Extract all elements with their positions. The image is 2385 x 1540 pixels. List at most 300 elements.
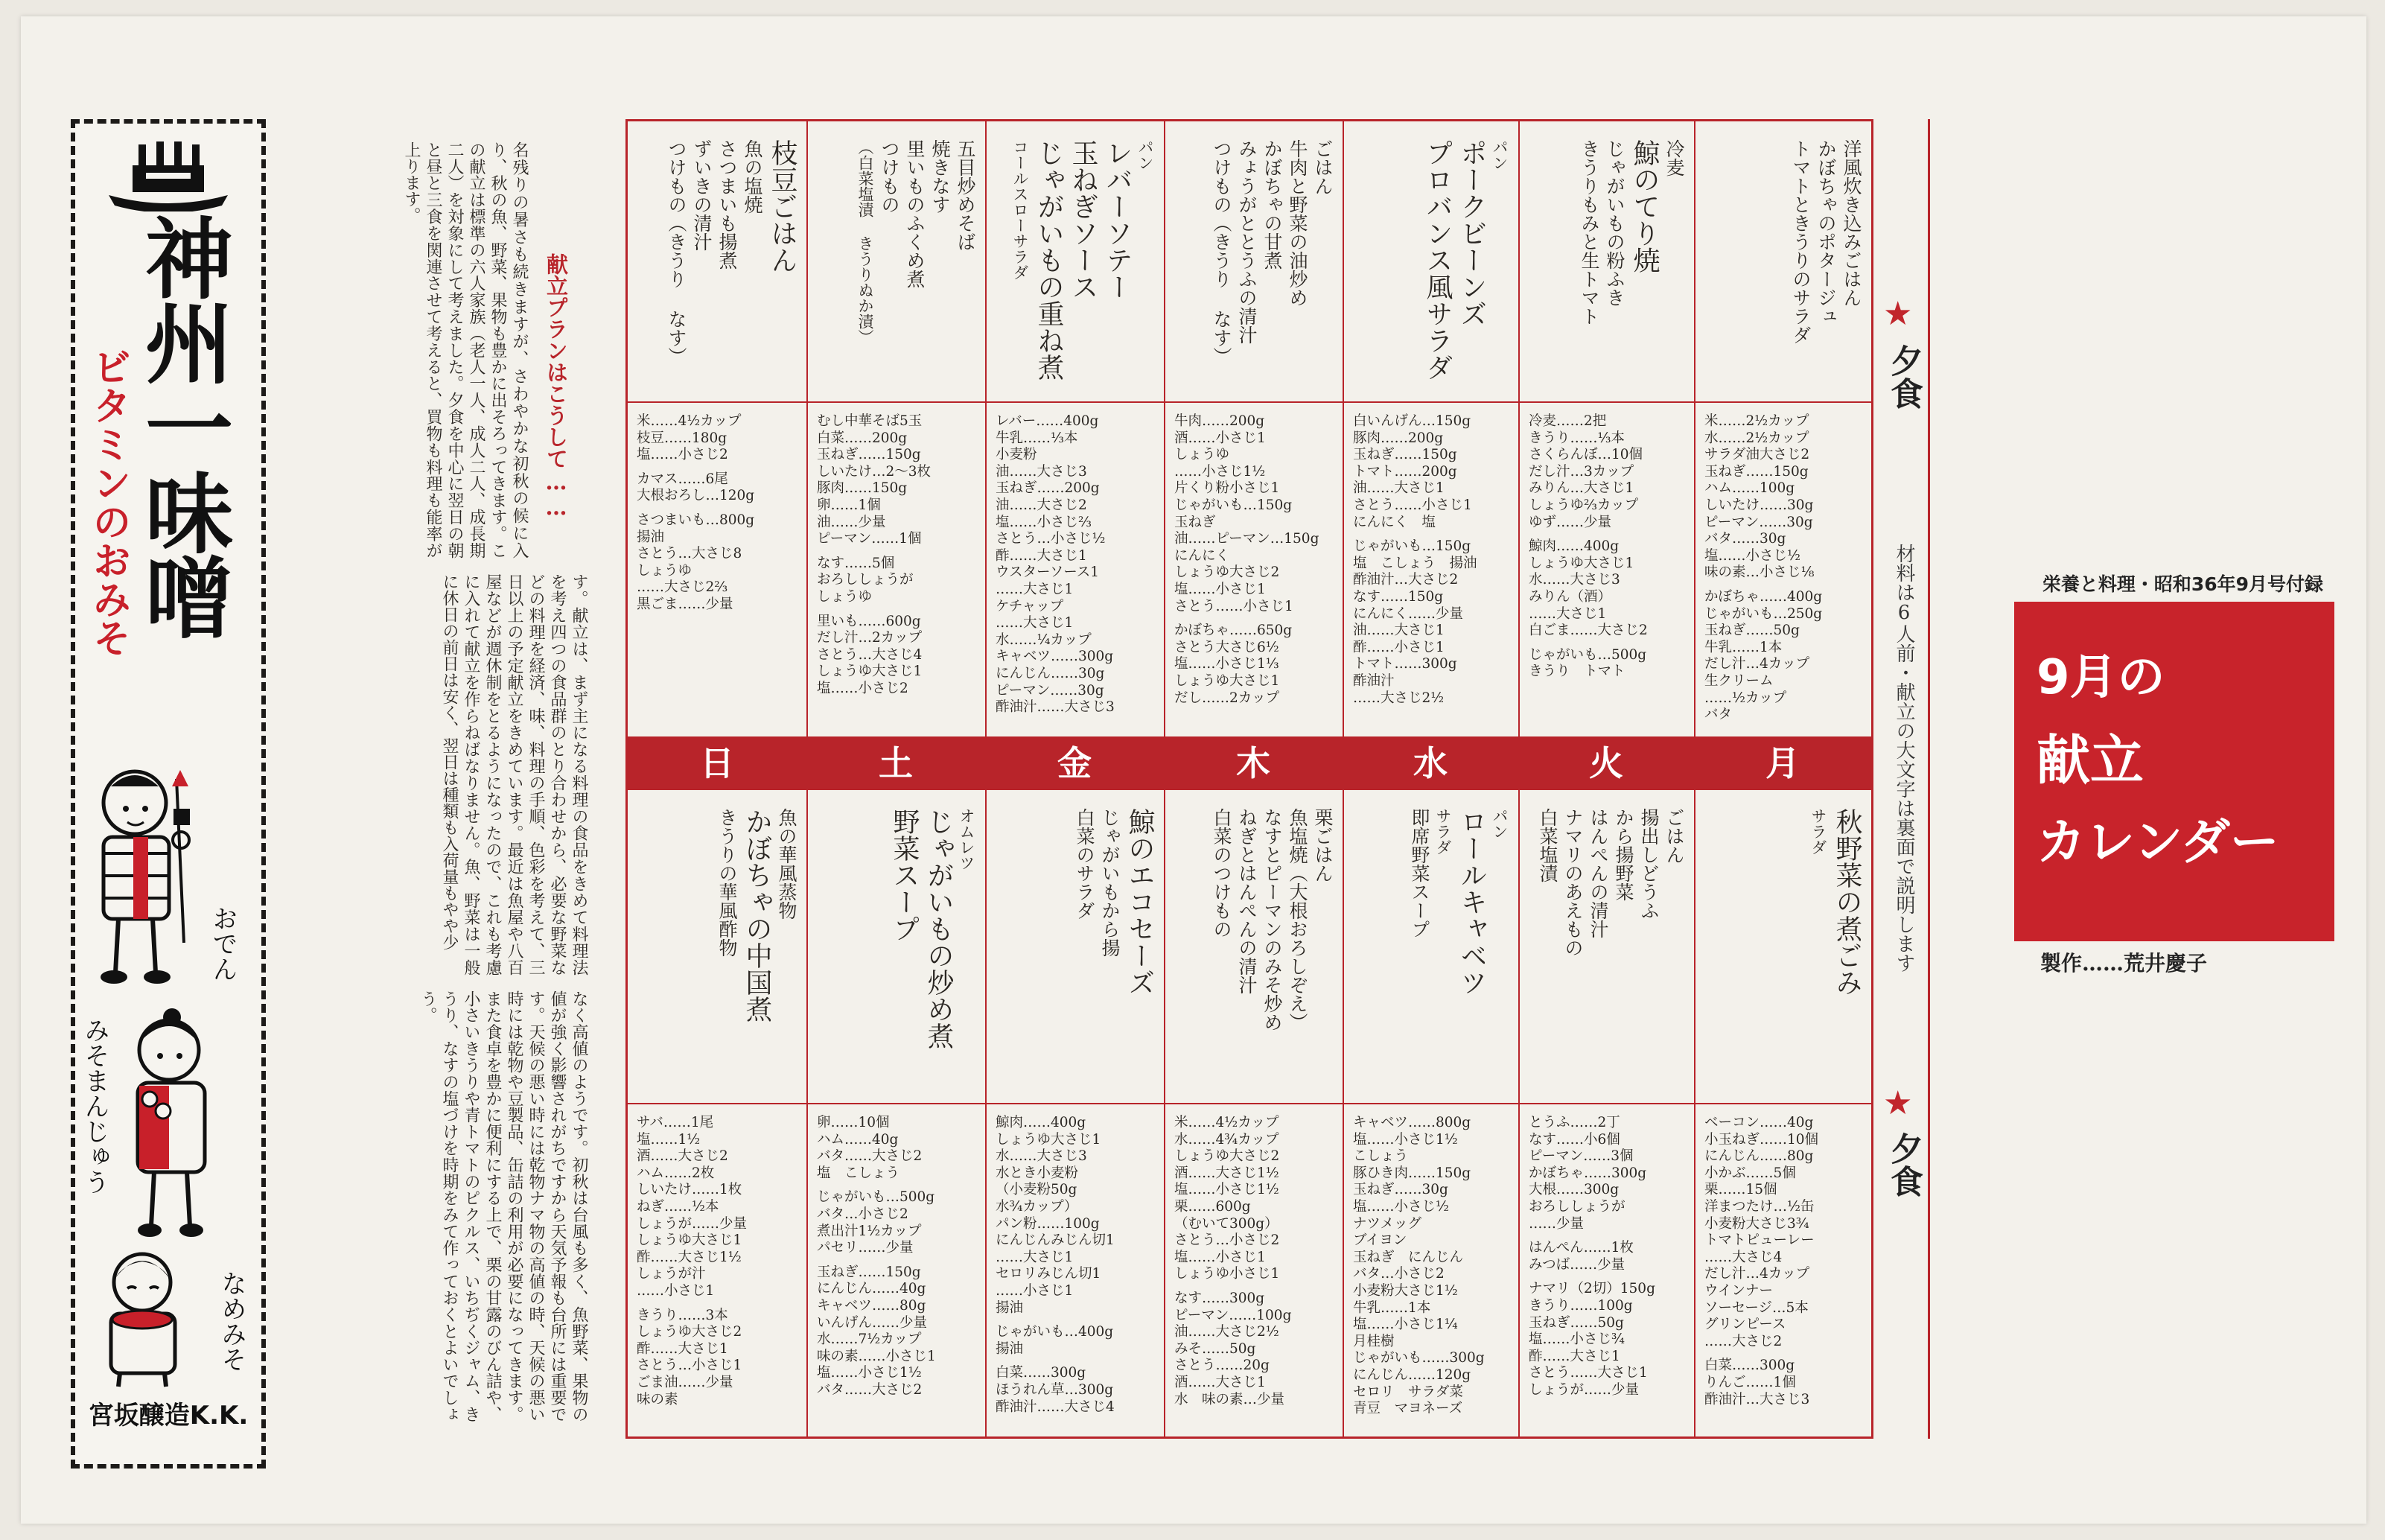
ingredient-line: 酢油汁…大さじ2 [1353,572,1459,588]
ingredient-line: にんにく [1174,547,1230,564]
lower-menu-cell [987,790,1164,1103]
upper-menu-cell [808,121,985,401]
menu-item: ずいきの清汁 [691,139,713,251]
menu-item: ごはん [1663,808,1685,864]
ingredient-line [1529,640,1687,647]
menu-item: コールスローサラダ [1011,139,1029,280]
ingredient-line: パン粉……100g [996,1215,1100,1232]
ingredient-line [996,1358,1156,1365]
ingredient-line: 塩……小さじ½ [1353,1198,1449,1215]
ingredient-line: みりん（酒） [1529,588,1612,605]
ingredient-line: 水……大さじ3 [996,1148,1087,1165]
ingredient-line: にんじん……30g [996,665,1105,681]
ingredient-line: 塩……1½ [637,1131,701,1148]
menu-item: （白菜塩漬 きうりぬか漬） [856,139,874,345]
lower-ingredients-cell [1344,1103,1518,1436]
calendar-title-line-3: カレンダー [2037,813,2279,871]
menu-item: 枝豆ごはん [767,139,797,273]
ingredient-line: さとう大さじ6½ [1174,639,1279,655]
calendar-title-box [2014,602,2334,941]
ingredient-line: 油……大さじ2½ [1174,1324,1279,1340]
ingredient-line: 青豆 マヨネーズ [1353,1401,1463,1417]
ad-brand-name: 神州一味噌 [130,213,233,637]
ingredient-line: 小麦粉 [996,447,1037,463]
ingredient-line: （むいて300g） [1174,1215,1279,1232]
ingredient-line: ゆず……少量 [1529,514,1612,530]
menu-item: から揚野菜 [1613,808,1634,901]
ingredient-line: しいたけ……1枚 [637,1182,742,1198]
ingredient-line: なす……5個 [817,555,895,571]
child-figure-misomanju [120,1002,224,1248]
day-label: 木 [1236,743,1270,783]
ingredient-line: 塩……小さじ2 [817,680,908,696]
menu-item: ポークビーンズ [1456,139,1487,327]
ingredient-line: 小かぶ……5個 [1704,1165,1796,1181]
day-label: 火 [1589,743,1623,783]
menu-item: 冷麦 [1663,139,1685,176]
menu-item: プロバンス風サラダ [1422,139,1453,381]
ingredient-line: 豚肉……150g [817,480,908,497]
ingredient-line: だし汁…4カップ [1704,1266,1810,1282]
ingredient-line: みつば……少量 [1529,1256,1625,1273]
ingredient-line: 黒ごま……少量 [637,596,733,612]
ingredient-line: 鯨肉……400g [1529,538,1620,555]
ingredient-line: 味の素 [637,1391,678,1407]
child-figure-oden [89,757,200,1002]
ingredient-line: 油……少量 [817,514,886,530]
ingredient-line: ハム……2枚 [637,1165,715,1181]
ingredient-line: こしょう [1353,1148,1409,1165]
ingredient-line: 白ごま……大さじ2 [1529,623,1648,639]
ingredient-line: 水……2½カップ [1704,430,1809,446]
ingredient-line: 酢油汁……大さじ4 [996,1399,1115,1415]
lower-menu-cell [628,790,806,1103]
ingredient-line [637,505,799,512]
ingredient-line: さとう…小さじ½ [996,531,1106,547]
ingredient-line: 玉ねぎ……200g [996,480,1100,497]
ingredient-line: ナマリ（2切）150g [1529,1281,1655,1297]
lower-ingredients-cell [628,1103,806,1436]
ingredient-line: 玉ねぎ……150g [1704,463,1809,480]
ingredient-line: じゃがいも……300g [1353,1350,1485,1366]
star-icon: ★ [1883,295,1913,333]
ingredient-line: 酢……大さじ1 [1529,1348,1620,1364]
ingredient-line: なす……小6個 [1529,1131,1620,1148]
ingredient-line: 水……4¾カップ [1174,1131,1279,1148]
ingredient-line: にんじん……80g [1704,1148,1814,1165]
ingredient-line: 洋まつたけ…½缶 [1704,1198,1815,1215]
upper-menu-cell [1344,121,1518,401]
ingredient-line: カマス……6尾 [637,471,728,487]
ingredient-line: 片くり粉小さじ1 [1174,480,1280,497]
ingredient-line: ピーマン……1個 [817,531,922,547]
ingredient-line: バタ……大さじ2 [817,1148,923,1165]
menu-item: 魚の華風蒸物 [776,808,797,920]
ingredient-line: 大根……300g [1529,1182,1620,1198]
ingredient-line: みそ……50g [1174,1340,1256,1357]
ingredient-line: 酢油汁…大さじ3 [1704,1391,1810,1407]
ingredient-line: バタ……大さじ2 [817,1381,923,1398]
menu-item: つけもの [879,139,900,214]
ingredient-line: おろししょうが [817,572,914,588]
menu-item: サラダ [1434,808,1452,855]
ingredient-line: 鯨肉……400g [996,1115,1086,1130]
ingredient-line: パセリ……少量 [817,1240,914,1256]
ingredient-line: ピーマン……30g [996,682,1104,699]
ingredient-line: 油……大さじ2 [996,497,1087,513]
ingredient-line: 塩……小さじ1 [1174,581,1266,597]
ingredient-line: むし中華そば5玉 [817,413,923,429]
ingredient-line: じゃがいも…150g [1353,538,1471,555]
ingredient-line: おろししょうが [1529,1198,1625,1215]
ingredient-line: グリンピース [1704,1317,1786,1333]
ingredient-line: さとう……小さじ1 [1353,497,1472,513]
ingredient-line: 白菜……300g [1704,1358,1795,1374]
ingredient-line [1174,615,1335,623]
ingredient-line: さとう……小さじ1 [1174,598,1293,614]
ingredient-line: 玉ねぎ……30g [1353,1182,1448,1198]
menu-item: 鯨のてり焼 [1629,139,1660,273]
ad-tagline: ビタミンのおみそ [86,347,130,657]
ingredient-line: しょうゆ [637,562,692,579]
upper-menu-cell [1695,121,1871,401]
menu-item: ナマリのあえもの [1562,808,1584,957]
menu-item: 白菜塩漬 [1537,808,1558,882]
ingredient-line: きうり……3本 [637,1307,728,1323]
ingredient-line: しょうゆ大さじ2 [637,1324,742,1340]
ingredient-line: ……½カップ [1704,690,1787,706]
ingredient-line: きうり トマト [1529,664,1625,680]
menu-item: みょうがととうふの清汁 [1236,139,1258,344]
menu-item: かぼちゃの中国煮 [742,808,772,1022]
menu-item: ごはん [1312,139,1334,195]
day-of-week-band [628,736,1871,790]
upper-ingredients-cell [1165,401,1343,736]
ingredient-line: 油……大さじ3 [996,463,1087,480]
ingredient-line: サラダ油大さじ2 [1704,447,1810,463]
ingredient-line: 米……4½カップ [637,413,742,429]
ad-caption-namemiso: なめみそ [217,1270,246,1372]
ingredient-line: ケチャップ [996,598,1064,614]
menu-item: 秋野菜の煮ごみ [1832,808,1862,996]
menu-item: かぼちゃの甘煮 [1261,139,1283,270]
ingredient-line: 酒……小さじ1 [1174,430,1266,446]
ingredient-line: ピーマン……3個 [1529,1148,1634,1165]
menu-item: 即席野菜スープ [1409,808,1430,938]
lower-menu-cell [1695,790,1871,1103]
ingredient-line: 水……¼カップ [996,631,1092,648]
ingredient-line: 酢油汁……大さじ3 [996,699,1115,716]
ingredient-line: トマト……200g [1353,463,1457,480]
advertisement [71,119,266,1469]
ingredient-line: 牛乳……⅓本 [996,430,1078,446]
menu-item: 牛肉と野菜の油炒め [1287,139,1308,307]
ingredient-line: ねぎ……½本 [637,1198,719,1215]
upper-menu-cell [1165,121,1343,401]
menu-item: レバーソテー [1102,139,1133,300]
ingredient-line: ……大さじ2 [1704,1333,1783,1349]
ingredient-line [817,1182,978,1189]
menu-item: トマトときうりのサラダ [1790,139,1812,344]
ingredient-line: ベーコン……40g [1704,1115,1814,1130]
ingredient-line: バタ…小さじ2 [1353,1266,1445,1282]
ingredient-line: ごま油……少量 [637,1374,733,1390]
ingredient-line: キャベツ……80g [817,1297,926,1314]
ingredient-line: しょうゆ大さじ1 [637,1232,742,1249]
ingredient-line: 里いも……600g [817,613,921,629]
ingredient-line [1529,1232,1687,1240]
ingredient-line: 豚ひき肉……150g [1353,1165,1471,1181]
ingredient-line: レバー……400g [996,413,1099,429]
menu-item: かぼちゃのポタージュ [1815,139,1837,325]
ingredient-line: しいたけ…2～3枚 [817,463,932,480]
upper-ingredients-cell [987,401,1164,736]
ingredient-line: しいたけ……30g [1704,497,1814,513]
ingredient-line [817,606,978,614]
ingredient-line: 玉ねぎ……50g [1704,623,1800,639]
menu-item: きうりもみと生トマト [1579,139,1600,325]
ingredient-line: 塩……小さじ2 [637,447,728,463]
menu-item: 焼きなす [929,139,951,214]
ingredient-line: じゃがいも…150g [1174,497,1293,513]
ingredient-line: いんげん……少量 [817,1314,928,1331]
ingredient-line: 小玉ねぎ……10個 [1704,1131,1819,1148]
day-label: 月 [1765,743,1800,783]
ingredient-line: 塩……小さじ1 [1174,1249,1266,1265]
menu-item: 魚塩焼（大根おろしぞえ） [1287,808,1308,1031]
meal-label-upper: 夕食 [1885,344,1923,410]
ingredient-line [817,548,978,556]
ingredient-line: さとう…小さじ1 [637,1358,742,1374]
ingredient-line: 水 味の素…少量 [1174,1391,1285,1407]
day-label: 土 [879,743,913,783]
upper-ingredients-cell [808,401,985,736]
ingredient-line: トマト……300g [1353,656,1457,672]
ingredient-line: ……少量 [1529,1215,1585,1232]
ingredient-line: なす……300g [1174,1290,1265,1306]
ingredient-line: ウインナー [1704,1282,1773,1299]
ingredient-line: 酒……大さじ2 [637,1148,728,1165]
ingredient-line: にんじん……120g [1353,1366,1471,1383]
ingredient-line: 味の素……小さじ1 [817,1348,936,1364]
creator-credit: 製作……荒井慶子 [2040,951,2208,976]
menu-item: じゃがいもの重ね煮 [1034,139,1064,381]
ingredient-line: ……小さじ1 [637,1282,715,1299]
menu-item: サラダ [1809,808,1827,855]
meal-label-lower: 夕食 [1885,1132,1923,1197]
ingredient-line: 油……大さじ1 [1353,480,1445,497]
ingredient-line: 玉ねぎ [1174,514,1216,530]
upper-menu-cell [628,121,806,401]
ingredient-line: バタ……30g [1704,531,1786,547]
ingredient-line: しょうゆ大さじ2 [1174,1148,1280,1165]
ingredient-line: バタ [1704,707,1733,723]
ingredient-line: 酢……大さじ1½ [637,1249,742,1265]
ingredient-line [1529,1273,1687,1281]
day-label: 金 [1057,743,1092,783]
brand-logo-mark [94,137,243,211]
ingredient-line: 小麦粉大さじ3¾ [1704,1215,1809,1232]
ingredient-line: 玉ねぎ……150g [817,447,921,463]
ingredient-line: みりん…大さじ1 [1529,480,1634,497]
ingredient-line: しょうが……少量 [1529,1381,1640,1398]
lower-menu-cell [1520,790,1694,1103]
upper-ingredients-cell [628,401,806,736]
ingredient-line: 油……ピーマン…150g [1174,531,1319,547]
ingredient-line: しょうゆ [1174,447,1230,463]
ingredient-line: 酒……大さじ1 [1174,1374,1266,1390]
menu-item: じゃがいもの粉ふき [1604,139,1625,307]
ingredient-line: しょうが汁 [637,1266,706,1282]
ingredient-line [1174,1283,1335,1291]
ingredient-line: さとう…大さじ4 [817,646,923,663]
calendar-title-line-2: 献立 [2037,729,2144,792]
ingredient-line: （小麦粉50g [996,1182,1077,1198]
ingredient-line [1704,1350,1864,1358]
article-paragraph-3: なく高値のようです。初秋は台風も多く、魚野菜、果物の値が強く影響されがちですから天気予報も台所には重要です。天候の悪い時には乾物ナマ物の高値の時、天候の悪い時には乾物や豆製品、缶詰の利用が必要になってきます。また食卓を豊かに便利にする上で、栗の甘露のびん詰や、小さいきうりや青トマトのピクルス、いちぢくジャム、きうり、なすの塩づけを時期をみて作っておくとよいでしょう。 [418,990,588,1422]
ingredient-line [637,1300,799,1308]
ingredient-line: ほうれん草…300g [996,1381,1114,1398]
ingredient-line: 卵……10個 [817,1115,890,1130]
ingredient-line: 酒……大さじ1½ [1174,1165,1279,1181]
ingredient-line: だし汁…2カップ [817,630,923,646]
menu-item: ロールキャベツ [1456,808,1487,996]
menu-item: 里いものふくめ煮 [904,139,926,288]
ingredient-line: 生クリーム [1704,672,1774,689]
ingredient-line: なす……150g [1353,588,1444,605]
ingredient-line: じゃがいも…500g [1529,646,1647,663]
ingredient-line: とうふ……2丁 [1529,1115,1620,1130]
upper-ingredients-cell [1695,401,1871,736]
ingredient-line: ……大さじ4 [1704,1249,1783,1265]
ingredient-line: 枝豆……180g [637,430,727,446]
ingredient-line: 酢……小さじ1 [1353,639,1445,655]
ingredient-line: さとう……大さじ1 [1529,1365,1648,1381]
ingredient-line: だし汁…4カップ [1704,656,1810,672]
ingredient-line: 米……2½カップ [1704,413,1809,429]
article-paragraph-2: す。献立は、まず主になる料理の食品をきめて料理法を考え四つの食品群のとり合わせから、必要な野菜などの料理を経済、味、料理の手順、色彩を考えて、三日以上の予定献立をきめています。最近は魚屋や八百屋などが週休制をとるようになったので、これも考慮に入れて献立を作らねばなりません。魚、野菜は一般に休日の前日は安く、翌日は種類も入荷量もやや少 [440,573,588,976]
ingredient-line: 塩……小さじ1½ [1353,1131,1458,1148]
ingredient-line: 酢……大さじ1 [996,547,1087,564]
ingredient-line: しょうゆ小さじ1 [1174,1266,1280,1282]
ingredient-line: 塩……小さじ¾ [1529,1331,1625,1348]
ingredient-line [817,1257,978,1264]
ingredient-line: しょうゆ大さじ1 [996,1131,1101,1148]
ingredient-line: 牛乳……1本 [1353,1299,1431,1316]
ingredient-line: ソーセージ…5本 [1704,1299,1809,1316]
menu-item: パン [1491,139,1509,171]
divider-line [1928,119,1930,1439]
lower-ingredients-cell [1165,1103,1343,1436]
supplement-label: 栄養と料理・昭和36年9月号付録 [2042,573,2323,595]
ingredient-line: 牛乳……1本 [1704,639,1783,655]
ingredient-line: ……小さじ1 [996,1282,1074,1299]
lower-ingredients-cell [1520,1103,1694,1436]
ingredient-line: さとう…小さじ2 [1174,1232,1280,1249]
ingredient-line: だし汁…3カップ [1529,463,1634,480]
ingredient-line: ナツメッグ [1353,1215,1421,1232]
ingredient-line: 煮出汁1½カップ [817,1223,922,1239]
menu-item: 白菜のつけもの [1211,808,1232,938]
ingredient-line: 牛肉……200g [1174,413,1265,429]
menu-item: オムレツ [958,808,975,871]
ad-caption-misomanju: みそまんじゅう [80,1017,109,1194]
ingredient-line: ……大さじ1 [996,615,1074,631]
ingredient-line: しょうゆ大さじ1 [1174,672,1280,689]
ingredient-line: 塩……小さじ1½ [1174,1182,1279,1198]
lower-menu-cell [808,790,985,1103]
article-paragraph-1: 名残りの暑さも続きますが、さわやかな初秋の候に入り、秋の魚、野菜、果物も豊かに出そろってきます。この献立は標準の六人家族（老人一人、成人二人、成長期二人）を対象にして考えました。夕食を中心に翌日の朝と昼と三食を関連させて考えると、買物も料理も能率が上ります。 [402,141,529,559]
ingredient-line: 水……大さじ3 [1529,572,1620,588]
ingredient-line: 水とき小麦粉 [996,1165,1079,1181]
ad-maker: 宮坂醸造K.K. [88,1401,249,1431]
menu-item: はんぺんの清汁 [1588,808,1609,938]
ingredient-line: 大根おろし…120g [637,488,755,504]
menu-item: きうりの華風酢物 [716,808,738,957]
ingredient-line: 酢油汁 [1353,672,1395,689]
ingredient-line [1353,531,1511,538]
ingredient-line: 塩……小さじ1⅓ [1174,656,1279,672]
ingredient-line: りんご……1個 [1704,1374,1796,1390]
ingredient-line: 玉ねぎ……150g [817,1264,921,1280]
menu-item: つけもの（きうり なす） [666,139,687,366]
ingredient-line: ハム……40g [817,1131,899,1148]
ingredient-line: ……大さじ1 [1529,605,1607,622]
ingredient-line: ……小さじ1½ [1174,463,1266,480]
ingredient-line: しょうが……少量 [637,1215,748,1232]
upper-ingredients-cell [1344,401,1518,736]
ingredient-line: さとう……20g [1174,1358,1270,1374]
lower-ingredients-cell [808,1103,985,1436]
ingredient-line: 味の素…小さじ⅛ [1704,564,1815,581]
ingredient-line: 水¾カップ） [996,1198,1078,1215]
ingredient-line: 白いんげん…150g [1353,413,1471,429]
menu-item: 栗ごはん [1312,808,1334,882]
ingredient-line: しょうゆ [817,588,873,605]
menu-item: さつまいも揚煮 [716,139,738,270]
ingredient-line: キャベツ……800g [1353,1115,1471,1130]
menu-item: ねぎとはんぺんの清汁 [1236,808,1258,994]
ingredient-line: さとう…大さじ8 [637,546,742,562]
ingredient-line: 栗……600g [1174,1198,1251,1215]
ingredient-line: 玉ねぎ……150g [1353,447,1457,463]
ingredient-line: 白菜……300g [996,1365,1086,1381]
ingredient-line [1704,582,1864,589]
ingredient-line: 米……4½カップ [1174,1115,1279,1130]
menu-item: 揚出しどうふ [1638,808,1660,920]
ingredient-line: バタ…小さじ2 [817,1206,908,1222]
menu-item: 野菜スープ [889,808,920,942]
ingredient-line: ……大さじ2½ [1353,690,1445,706]
ingredient-line: 玉ねぎ にんじん [1353,1249,1464,1265]
calendar-title-line-1: 9月の [2037,650,2165,705]
ingredient-line: きうり……⅓本 [1529,430,1625,446]
ingredient-line: 油……大さじ1 [1353,623,1445,639]
ingredient-line: 卵……1個 [817,497,881,513]
ingredient-line: トマトピューレー [1704,1232,1815,1249]
ingredient-line: はんぺん……1枚 [1529,1240,1634,1256]
lower-menu-cell [1165,790,1343,1103]
ingredient-line: ……大さじ1 [996,1249,1074,1265]
ingredient-line: にんにく 塩 [1353,514,1436,530]
ingredient-line: だし……2カップ [1174,690,1280,706]
ingredient-line: しょうゆ⅔カップ [1529,497,1639,513]
ingredient-line: ピーマン……30g [1704,514,1813,530]
menu-item: 魚の塩焼 [742,139,763,214]
article-heading: 献立プランはこうして…… [544,253,569,520]
ingredient-line: じゃがいも…400g [996,1324,1114,1340]
ingredient-line: かぼちゃ……400g [1704,588,1823,605]
